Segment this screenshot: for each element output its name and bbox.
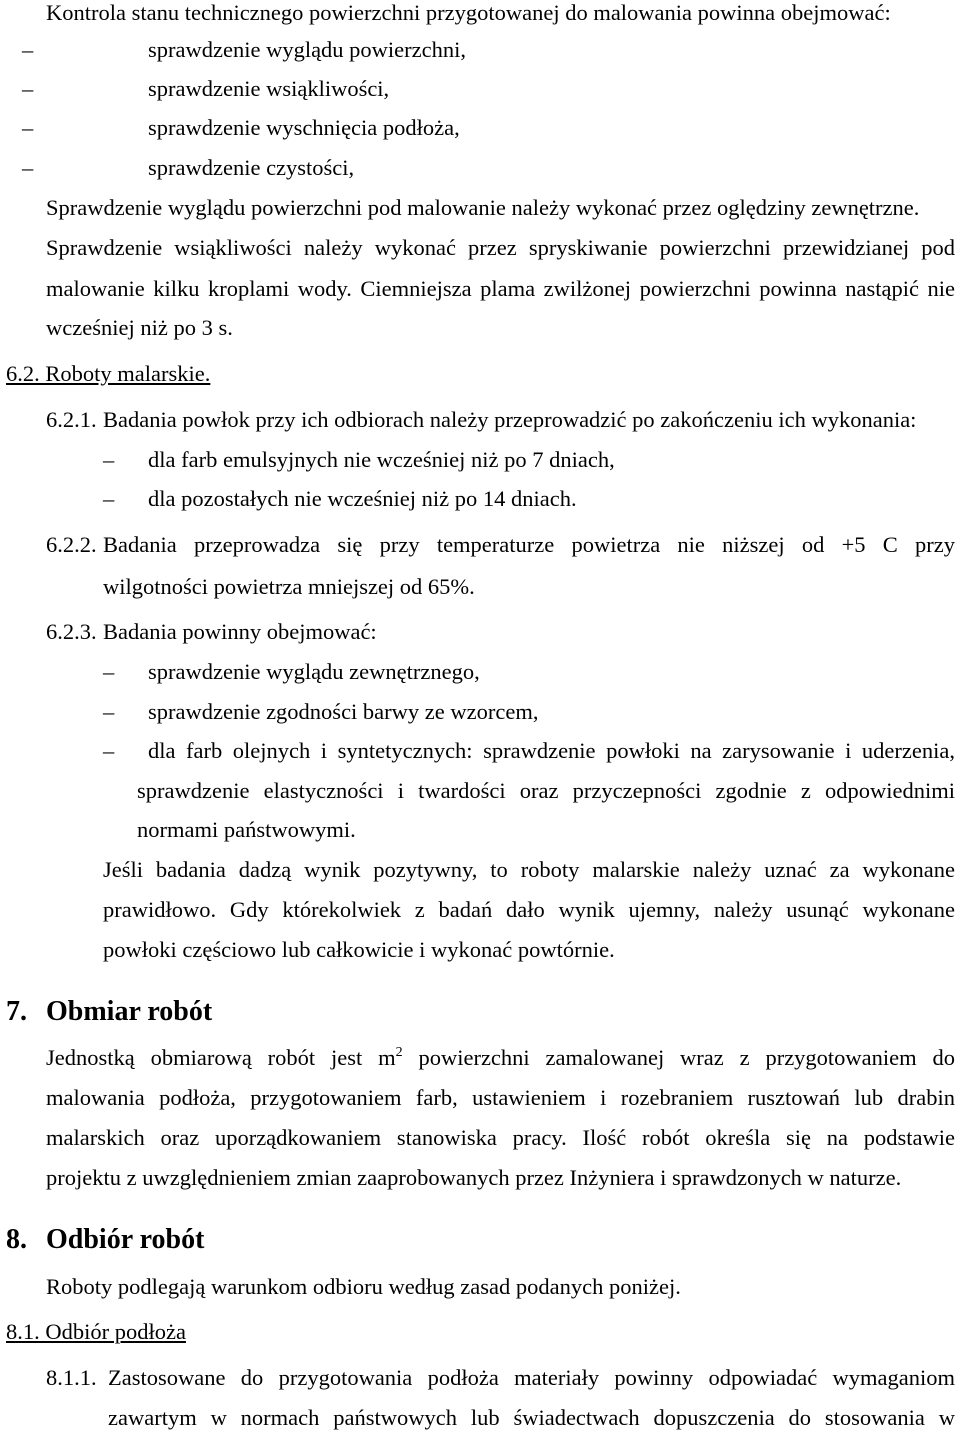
surface-check-item: sprawdzenie wsiąkliwości, xyxy=(148,76,390,101)
superscript-exponent: 2 xyxy=(395,1045,403,1060)
clause-number: 6.2.3. xyxy=(46,619,97,644)
paragraph-line: Jeśli badania dadzą wynik pozytywny, to roboty malarskie należy uznać za wykonane xyxy=(103,857,955,882)
paragraph-line: prawidłowo. Gdy którekolwiek z badań dało wynik ujemny, należy usunąć wykonane xyxy=(103,897,955,922)
paragraph-line: wcześniej niż po 3 s. xyxy=(46,315,233,340)
paragraph-line: Sprawdzenie wsiąkliwości należy wykonać przez spryskiwanie powierzchni przewidzianej pod xyxy=(46,235,955,260)
paragraph-line: wilgotności powietrza mniejszej od 65%. xyxy=(103,574,475,599)
list-item: dla farb olejnych i syntetycznych: sprawdzenie powłoki na zarysowanie i uderzenia, xyxy=(148,738,955,763)
section-title: Odbiór robót xyxy=(46,1224,205,1255)
bullet-dash: – xyxy=(22,115,34,140)
paragraph-line: powłoki częściowo lub całkowicie i wykonać powtórnie. xyxy=(103,937,615,962)
paragraph-line: Zastosowane do przygotowania podłoża materiały powinny odpowiadać wymaganiom xyxy=(108,1365,955,1390)
list-item-continuation: normami państwowymi. xyxy=(137,817,356,842)
surface-check-item: sprawdzenie czystości, xyxy=(148,155,355,180)
surface-check-intro: Kontrola stanu technicznego powierzchni przygotowanej do malowania powinna obejmować: xyxy=(46,0,891,25)
paragraph-line: malowania podłoża, przygotowaniem farb, ustawieniem i rozebraniem rusztowań lub drabin xyxy=(46,1085,955,1110)
paragraph-line: Badania przeprowadza się przy temperaturze powietrza nie niższej od +5 C przy xyxy=(103,532,955,557)
list-item: dla pozostałych nie wcześniej niż po 14 dniach. xyxy=(148,486,577,511)
paragraph-line: projektu z uwzględnieniem zmian zaaprobowanych przez Inżyniera i sprawdzonych w naturze. xyxy=(46,1165,902,1190)
list-item: dla farb emulsyjnych nie wcześniej niż po 7 dniach, xyxy=(148,447,615,472)
surface-check-item: sprawdzenie wyglądu powierzchni, xyxy=(148,37,467,62)
list-item: sprawdzenie zgodności barwy ze wzorcem, xyxy=(148,699,539,724)
bullet-dash: – xyxy=(22,76,34,101)
paragraph-line: zawartym w normach państwowych lub świadectwach dopuszczenia do stosowania w xyxy=(108,1405,955,1430)
paragraph-line xyxy=(46,1045,955,1071)
clause-number: 8.1.1. xyxy=(46,1365,97,1390)
paragraph-line: malarskich oraz uporządkowaniem stanowiska pracy. Ilość robót określa się na podstawie xyxy=(46,1125,955,1150)
section-heading: 6.2. Roboty malarskie. xyxy=(6,361,211,386)
bullet-dash: – xyxy=(22,155,34,180)
clause-number: 6.2.2. xyxy=(46,532,97,557)
list-item: sprawdzenie wyglądu zewnętrznego, xyxy=(148,659,480,684)
section-number: 8. xyxy=(6,1224,27,1255)
paragraph-line: malowanie kilku kroplami wody. Ciemniejsza plama zwilżonej powierzchni powinna nastąpić nie xyxy=(46,276,955,301)
paragraph-line: Badania powinny obejmować: xyxy=(103,619,377,644)
bullet-dash: – xyxy=(103,486,115,511)
subsection-heading: 8.1. Odbiór podłoża xyxy=(6,1319,186,1344)
list-item-continuation: sprawdzenie elastyczności i twardości oraz przyczepności zgodnie z odpowiednimi xyxy=(137,778,955,803)
section-number: 7. xyxy=(6,996,27,1027)
paragraph-line: Badania powłok przy ich odbiorach należy przeprowadzić po zakończeniu ich wykonania: xyxy=(103,407,917,432)
section-title: Obmiar robót xyxy=(46,996,213,1027)
clause-number: 6.2.1. xyxy=(46,407,97,432)
paragraph-line: Sprawdzenie wyglądu powierzchni pod malowanie należy wykonać przez oględziny zewnętrzne. xyxy=(46,195,920,220)
bullet-dash: – xyxy=(22,37,34,62)
paragraph-line: Roboty podlegają warunkom odbioru według zasad podanych poniżej. xyxy=(46,1274,681,1299)
bullet-dash: – xyxy=(103,738,115,763)
unit-line-text: powierzchni zamalowanej wraz z przygotowaniem do xyxy=(402,1045,956,1070)
bullet-dash: – xyxy=(103,447,115,472)
bullet-dash: – xyxy=(103,659,115,684)
unit-line-text: Jednostką obmiarową robót jest m xyxy=(46,1045,396,1070)
bullet-dash: – xyxy=(103,699,115,724)
surface-check-item: sprawdzenie wyschnięcia podłoża, xyxy=(148,115,460,140)
